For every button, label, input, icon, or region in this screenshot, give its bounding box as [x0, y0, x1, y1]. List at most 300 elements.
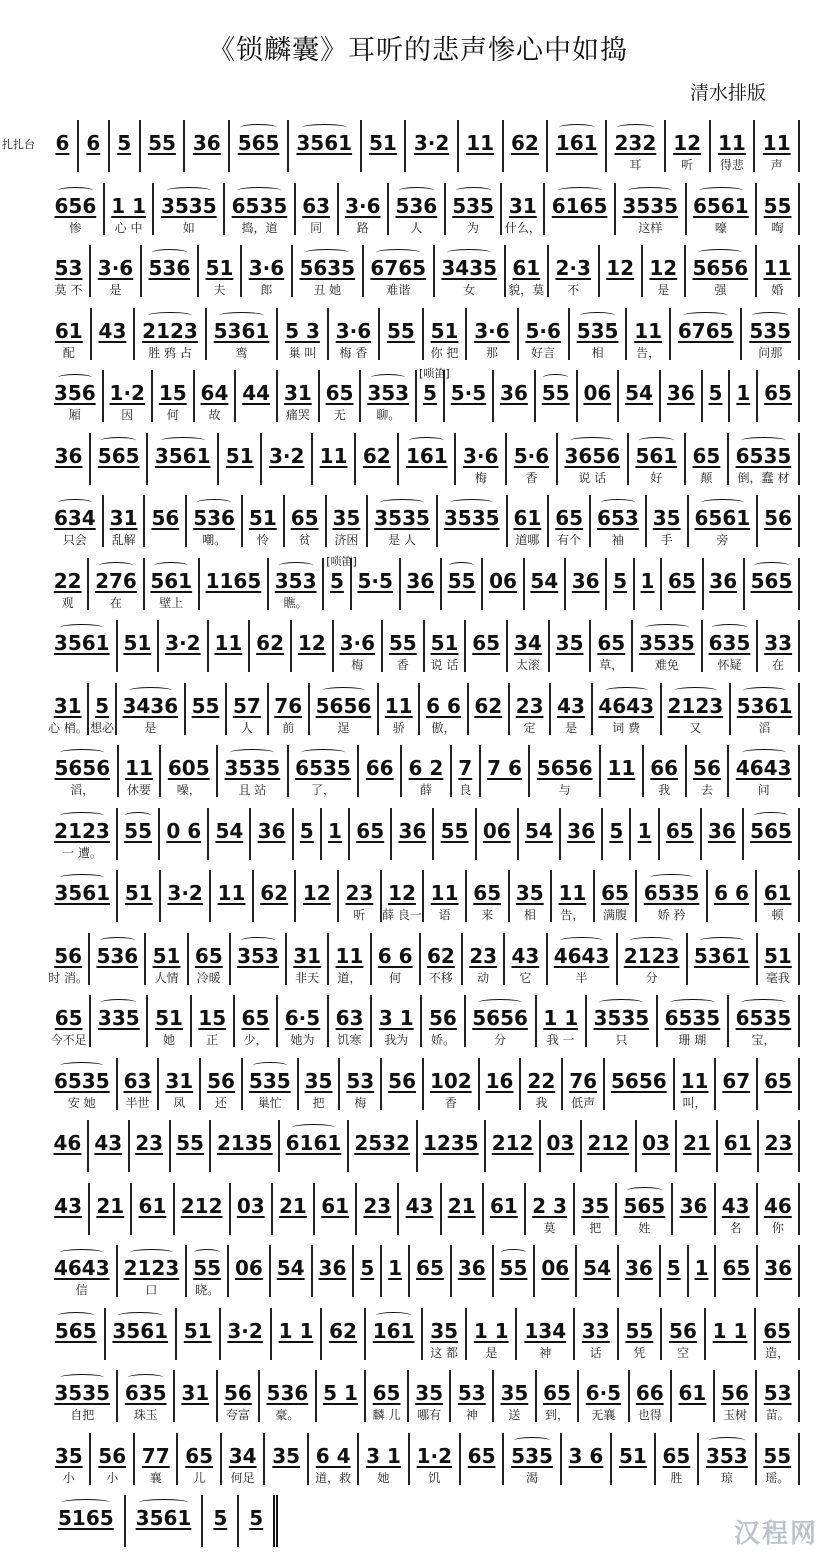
lyric-text: 分: [645, 970, 658, 985]
measure: [350, 808, 392, 860]
measure-notes: 4643: [735, 756, 792, 780]
measure-notes: 35: [415, 1381, 444, 1405]
lyric-text: 不移: [428, 970, 453, 985]
measure: [420, 683, 468, 735]
lyric-text: 道，救: [315, 1470, 352, 1485]
measure-notes: 276: [95, 568, 137, 593]
lyric-text: 怜: [256, 533, 269, 547]
measure: [366, 1370, 409, 1422]
measure-notes: 35: [304, 1068, 333, 1093]
lyric-text: 瑶。: [765, 1470, 790, 1485]
measure-notes: 65: [473, 881, 502, 905]
lyric-text: 嚎: [714, 220, 727, 235]
measure: [130, 1120, 171, 1172]
measure: [269, 683, 310, 735]
measure-notes: 61: [138, 1193, 167, 1218]
measure-notes: 635: [708, 631, 751, 655]
lyric-text: 太滚: [515, 658, 540, 672]
measure-notes: 56: [388, 1068, 417, 1093]
lyric-text: 我: [535, 1095, 548, 1110]
measure: [662, 558, 703, 610]
measure: [135, 308, 206, 360]
measure-notes: 36: [54, 443, 83, 468]
measure-notes: 23: [345, 881, 374, 905]
measure-notes: 35: [555, 631, 584, 655]
measure: [222, 1433, 265, 1485]
lyric-text: 嘲。: [202, 533, 227, 547]
measure-notes: 31: [283, 381, 312, 405]
lyric-text: 貌，莫: [508, 283, 545, 297]
measure-notes: 54: [625, 381, 653, 405]
measure-notes: 55: [447, 568, 476, 593]
measure-notes: 15: [198, 1006, 227, 1030]
measure: [289, 120, 362, 172]
lyric-text: 神: [465, 1408, 478, 1422]
measure-notes: 5: [422, 381, 437, 405]
measure: [718, 1120, 759, 1172]
measure: [218, 745, 289, 797]
measure: [340, 1058, 382, 1110]
lyric-text: 珠玉: [133, 1408, 158, 1422]
measure-notes: 53: [457, 1381, 486, 1405]
measure-notes: 56: [693, 756, 721, 780]
lyric-text: 难谐: [386, 283, 411, 297]
measure-notes: 161: [555, 131, 598, 155]
score-row: [48, 1120, 800, 1172]
measure-notes: 6561: [693, 193, 749, 218]
measure: [742, 308, 800, 360]
measure-notes: 43: [721, 1193, 750, 1218]
measure-notes: 5656: [54, 756, 111, 780]
lyric-text: 时 消。: [48, 970, 89, 985]
lyric-text: 又: [689, 720, 702, 735]
measure-notes: 23: [764, 1131, 793, 1155]
measure-notes: 12: [297, 631, 326, 655]
measure: [587, 995, 658, 1047]
lyric-text: 傲，: [431, 720, 456, 735]
measure: [91, 433, 148, 485]
lyric-text: 道哪: [515, 533, 540, 547]
measure: [187, 495, 243, 547]
measure: [160, 808, 209, 860]
measure: [452, 745, 481, 797]
measure-notes: 65: [241, 1006, 270, 1030]
measure-notes: 5361: [693, 943, 750, 968]
measure-notes: 5: [299, 818, 314, 843]
measure: [505, 933, 547, 985]
measure-notes: 4643: [598, 693, 655, 718]
measure: [507, 433, 558, 485]
measure: [703, 620, 759, 672]
lyric-text: 神: [539, 1345, 552, 1360]
measure-notes: 36: [709, 568, 738, 593]
measure: [601, 745, 644, 797]
measure: [135, 1433, 178, 1485]
measure: [758, 933, 800, 985]
measure-notes: 65: [763, 1318, 792, 1343]
measure-notes: 5656: [610, 1068, 667, 1093]
measure-notes: 1: [637, 818, 652, 843]
measure: [141, 120, 186, 172]
measure-notes: 1: [736, 381, 751, 405]
measure: [105, 183, 155, 235]
score-row: [48, 1058, 800, 1110]
measure: [591, 620, 633, 672]
measure: [48, 995, 91, 1047]
lyric-text: 鸾: [235, 345, 248, 360]
lyric-text: 济困: [334, 533, 359, 547]
measure-notes: 65: [667, 568, 696, 593]
measure: [243, 495, 285, 547]
lyric-text: 聊。: [376, 408, 401, 422]
measure: [200, 558, 269, 610]
lyric-text: 儿: [193, 1470, 206, 1485]
measure-notes: 56: [429, 1006, 457, 1030]
measure-notes: 1 1: [111, 193, 146, 218]
measure-notes: 54: [583, 1256, 611, 1280]
measure-notes: 3535: [443, 506, 500, 530]
measure-notes: 55: [763, 1443, 792, 1468]
measure: [708, 870, 758, 922]
measure: [401, 558, 442, 610]
measure-notes: 51: [248, 506, 277, 530]
measure: [209, 808, 251, 860]
measure-notes: 35: [430, 1318, 459, 1343]
measure-notes: 5656: [315, 693, 372, 718]
measure-notes: 6 6: [377, 943, 413, 968]
measure: [211, 870, 254, 922]
measure-notes: 56: [151, 506, 180, 530]
measure-notes: 64: [200, 381, 229, 405]
measure: [593, 683, 662, 735]
measure: [745, 558, 800, 610]
measure-notes: 36: [666, 381, 695, 405]
measure: [119, 745, 162, 797]
measure-notes: 11: [384, 693, 413, 718]
measure: [423, 1308, 467, 1360]
lyric-text: 惨: [69, 220, 82, 235]
measure-notes: 62: [362, 443, 391, 468]
measure-notes: 65: [722, 1256, 751, 1280]
measure: [339, 870, 382, 922]
measure: [525, 558, 566, 610]
lyric-text: 饥: [428, 1470, 441, 1485]
measure: [467, 308, 518, 360]
measure-notes: 11: [762, 131, 791, 155]
measure: [322, 808, 350, 860]
measure: [145, 495, 187, 547]
lyric-text: 襄: [149, 1470, 162, 1485]
measure-notes: 54: [215, 818, 244, 843]
measure-notes: 51: [618, 1443, 647, 1468]
measure-notes: 5: [117, 131, 132, 155]
measure: [287, 933, 329, 985]
measure-notes: 35: [515, 881, 544, 905]
measure: [686, 245, 757, 297]
measure: [673, 1183, 715, 1235]
lyric-text: 难免: [654, 658, 679, 672]
measure: [699, 1433, 756, 1485]
measure-notes: 36: [679, 1193, 708, 1218]
measure: [177, 1308, 221, 1360]
measure-notes: 21: [447, 1193, 476, 1218]
measure-notes: 3·2: [167, 881, 203, 905]
measure-notes: 535: [511, 1443, 553, 1468]
measure-notes: 3535: [639, 631, 695, 655]
measure-notes: 1·2: [109, 381, 145, 405]
measure-notes: 61: [763, 881, 792, 905]
measure-notes: 62: [329, 1318, 357, 1343]
measure: [629, 433, 686, 485]
lyric-text: 好言: [531, 345, 556, 360]
measure-notes: 54: [276, 1256, 305, 1280]
measure-notes: 5: [708, 381, 723, 405]
measure-notes: 22: [53, 568, 82, 593]
measure-notes: 21: [96, 1193, 125, 1218]
measure-notes: 57: [232, 693, 261, 718]
measure-notes: 34: [228, 1443, 257, 1468]
measure: [272, 1308, 323, 1360]
measure: [195, 370, 237, 422]
measure: [148, 995, 191, 1047]
measure-notes: 2123: [623, 943, 680, 968]
measure-notes: 6 4: [315, 1443, 351, 1468]
lyric-text: 郎: [260, 283, 273, 297]
measure-notes: 51: [369, 131, 397, 155]
lyric-text: 一 遭。: [62, 845, 102, 860]
measure: [329, 308, 380, 360]
lyric-text: 苗。: [765, 1408, 790, 1422]
measure: [361, 370, 417, 422]
score-row: [48, 870, 800, 922]
measure-notes: 43: [557, 693, 585, 718]
lyric-text: 无襄: [591, 1408, 616, 1422]
lyric-text: 信: [75, 1283, 88, 1297]
lyric-text: 滔: [758, 720, 771, 735]
measure: [110, 120, 141, 172]
measure-notes: 5·5: [357, 568, 393, 593]
lyric-text: 琼: [720, 1470, 733, 1485]
measure: [185, 120, 230, 172]
measure-notes: 61: [512, 256, 541, 280]
measure-notes: 6535: [664, 1006, 721, 1030]
measure: [91, 995, 148, 1047]
measure-notes: 35: [272, 1443, 301, 1468]
measure-notes: 11: [125, 756, 153, 780]
measure-notes: 55: [541, 381, 570, 405]
lyric-text: 胜 鸦 占: [148, 345, 192, 360]
measure: [366, 1308, 424, 1360]
measure: [278, 308, 329, 360]
measure-notes: 65: [194, 943, 223, 968]
measure-notes: 03: [236, 1193, 265, 1218]
measure: [392, 808, 434, 860]
measure-notes: 36: [318, 1256, 347, 1280]
measure: [262, 433, 313, 485]
measure: [89, 1120, 130, 1172]
measure-notes: 1 1: [712, 1318, 748, 1343]
measure-notes: 34: [513, 631, 542, 655]
measure-notes: 6535: [295, 756, 351, 780]
measure: [48, 808, 118, 860]
measure: [48, 745, 119, 797]
measure: [48, 1120, 89, 1172]
lyric-text: 定: [523, 720, 536, 735]
lyric-text: 人: [410, 220, 423, 235]
lyric-text: 说 话: [578, 470, 607, 485]
measure: [605, 1058, 675, 1110]
measure-notes: 61: [54, 318, 83, 343]
measure: [687, 183, 758, 235]
lyric-text: 来: [481, 908, 494, 922]
lyric-text: 相: [523, 908, 536, 922]
score-row: [48, 808, 800, 860]
measure-notes: 36: [457, 1256, 486, 1280]
measure: [757, 183, 800, 235]
measure: [630, 1370, 673, 1422]
measure: [517, 1308, 575, 1360]
measure-notes: 12: [673, 131, 702, 155]
measure-notes: 5361: [213, 318, 270, 343]
measure-notes: 335: [97, 1006, 140, 1030]
lyric-text: 路: [356, 220, 369, 235]
measure: [254, 870, 297, 922]
measure: [339, 183, 389, 235]
measure: [187, 1245, 229, 1297]
score-row: [48, 995, 800, 1047]
lyric-text: 去: [700, 783, 713, 797]
measure-notes: 23: [135, 1131, 164, 1155]
measure-notes: 1: [388, 1256, 403, 1280]
measure: [452, 1245, 494, 1297]
measure: [159, 1058, 201, 1110]
measure-notes: 22: [527, 1068, 556, 1093]
measure: [209, 620, 251, 672]
measure: [508, 620, 550, 672]
measure: [362, 120, 407, 172]
measure-notes: 535: [248, 1068, 291, 1093]
measure: [236, 370, 278, 422]
measure-notes: 5361: [736, 693, 793, 718]
measure-notes: 23: [515, 693, 544, 718]
watermark-logo: 汉程网: [733, 1519, 818, 1549]
lyric-text: 巢 叫: [288, 345, 317, 360]
measure: [689, 495, 759, 547]
lyric-text: 凭: [633, 1345, 646, 1360]
measure-notes: 3561: [154, 443, 211, 468]
measure-notes: 6561: [694, 506, 751, 530]
measure-notes: 11: [466, 131, 495, 155]
measure: [145, 558, 200, 610]
measure-notes: 7: [458, 756, 473, 780]
measure-notes: 61: [678, 1381, 707, 1405]
lyric-text: 何: [166, 408, 179, 422]
measure-notes: 353: [705, 1443, 748, 1468]
measure-notes: 102: [429, 1068, 472, 1093]
measure: [510, 870, 553, 922]
measure-notes: 3·6: [97, 256, 134, 280]
measure: [616, 183, 687, 235]
measure-notes: 11: [319, 443, 348, 468]
lyric-text: 小: [62, 1470, 75, 1485]
lyric-text: 想必: [90, 720, 115, 735]
lyric-text: 贫: [298, 533, 311, 547]
measure: [716, 1183, 758, 1235]
lyric-text: 婚: [771, 283, 784, 297]
measure: [578, 370, 620, 422]
measure-notes: 31: [508, 193, 537, 218]
measure: [519, 308, 570, 360]
lyric-text: 安 她: [67, 1095, 96, 1110]
measure: [322, 1308, 366, 1360]
score-row: [48, 245, 800, 297]
measure-notes: 535: [576, 318, 619, 343]
measure-notes: 4643: [53, 1256, 110, 1280]
measure-notes: 232: [614, 131, 657, 155]
measure-notes: 565: [750, 568, 793, 593]
measure: [132, 1183, 174, 1235]
measure: [438, 495, 508, 547]
measure: [582, 1120, 637, 1172]
measure: [566, 558, 607, 610]
lyric-text: 是: [564, 720, 577, 735]
lyric-text: 人情: [154, 970, 179, 985]
lyric-text: 满腹: [603, 908, 628, 922]
measure-notes: 31: [181, 1381, 210, 1405]
measure: [424, 1058, 480, 1110]
lyric-text: 低声: [571, 1095, 596, 1110]
measure: [551, 683, 592, 735]
measure-notes: 3561: [296, 131, 353, 155]
lyric-text: 玉树: [723, 1408, 748, 1422]
lyric-text: 何足: [230, 1470, 255, 1485]
measure: [327, 495, 369, 547]
measure-notes: 1·2: [416, 1443, 453, 1468]
measure-notes: 4643: [553, 943, 610, 968]
lyric-text: 半: [575, 970, 588, 985]
measure-notes: 6: [55, 131, 70, 155]
measure: [504, 1433, 561, 1485]
measure-notes: 3·6: [474, 318, 510, 343]
measure-notes: 6165: [551, 193, 608, 218]
lyric-text: 巢忙: [257, 1095, 282, 1110]
lyric-text: 我 一: [546, 1033, 575, 1047]
measure: [278, 370, 320, 422]
measure: [506, 245, 549, 297]
measure-notes: 06: [489, 568, 517, 593]
measure: [354, 1245, 382, 1297]
measure: [711, 120, 756, 172]
measure: [562, 1433, 612, 1485]
measure: [372, 933, 421, 985]
measure: [296, 870, 339, 922]
measure: [329, 995, 372, 1047]
measure: [466, 995, 537, 1047]
score-row: [48, 183, 800, 235]
lyric-text: 手: [660, 533, 673, 547]
measure-notes: 65: [372, 1381, 401, 1405]
measure: [368, 495, 438, 547]
measure-notes: 5656: [692, 256, 749, 280]
measure-notes: 536: [193, 506, 235, 530]
measure: [221, 1308, 272, 1360]
measure: [759, 1120, 800, 1172]
lyric-text: 有个: [557, 533, 582, 547]
measure: [201, 1058, 243, 1110]
measure-notes: 36: [624, 1256, 653, 1280]
measure: [715, 1370, 758, 1422]
measure-notes: 5656: [536, 756, 593, 780]
